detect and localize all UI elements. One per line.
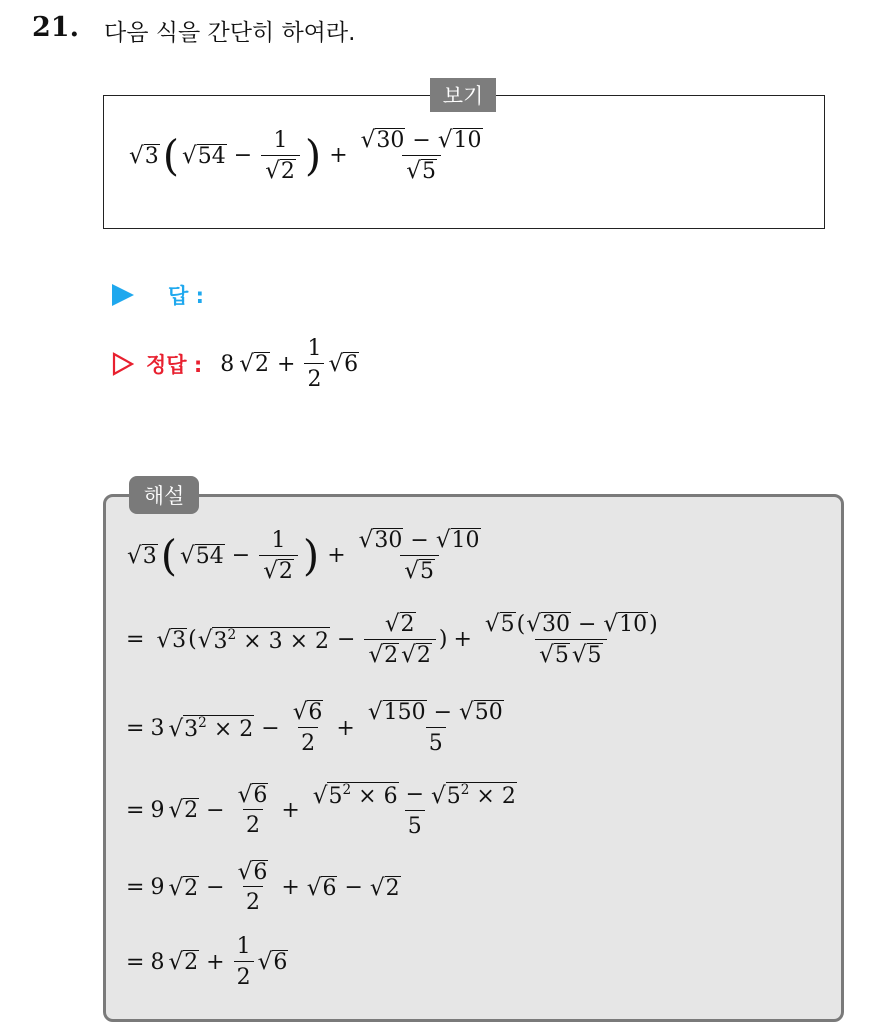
fraction: √ 30 − √ 10 √ 5 [360, 127, 482, 184]
big-left-paren: ( [162, 130, 180, 180]
outline-triangle-icon [112, 352, 134, 376]
solution-step-0: √ 3 ( √ 54 − 1 √ 2 ) + √ 30 − √ 10 √ 5 [127, 527, 480, 584]
solution-step-5: = 8 √ 2 + $\frac{1}{2}$ √ 6 [126, 934, 288, 990]
big-right-paren: ) [304, 130, 322, 180]
example-expression [128, 128, 490, 183]
example-tag: 보기 [430, 78, 496, 112]
solution-tag: 해설 [129, 476, 199, 514]
solution-step-1: = √ 3 ( √ $3^2 \times 3 \times 2$ − √ 2 √ 2 √ 2 ) + √ 5 ( √ 30 − √ 10 ) √ 5 √ 5 [126, 611, 658, 668]
question-number: 21. [32, 12, 79, 43]
answer-label: 답 : [168, 284, 204, 308]
answer-row [112, 280, 204, 310]
solution-step-3: = 9 √ 2 − √ 6 2 + √ $5^2 \times 6$ − √ $5^2 \times 2$ 5 [126, 781, 516, 839]
question-text: 다음 식을 간단히 하여라. [104, 20, 356, 46]
solution-step-4: = 9 √ 2 − √ 6 2 + √ 6 − √ 2 [126, 859, 400, 916]
solution-step-2: = 3 √ $3^2 \times 2$ − √ 6 2 + √ 150 − √ 50 5 [126, 699, 503, 756]
minus-sign: − [233, 143, 253, 169]
sqrt-term: √ 3 [129, 142, 159, 169]
fraction: 1 √ 2 [261, 128, 300, 183]
play-triangle-icon [112, 284, 134, 306]
correct-answer-expression: 8 √ 2 + $\frac{1}{2}$ √ 6 [220, 336, 359, 392]
correct-answer-label: 정답 : [146, 353, 203, 377]
sqrt-term: √ 54 [182, 142, 226, 169]
correct-answer-row [112, 336, 360, 392]
plus-sign: + [329, 143, 348, 169]
